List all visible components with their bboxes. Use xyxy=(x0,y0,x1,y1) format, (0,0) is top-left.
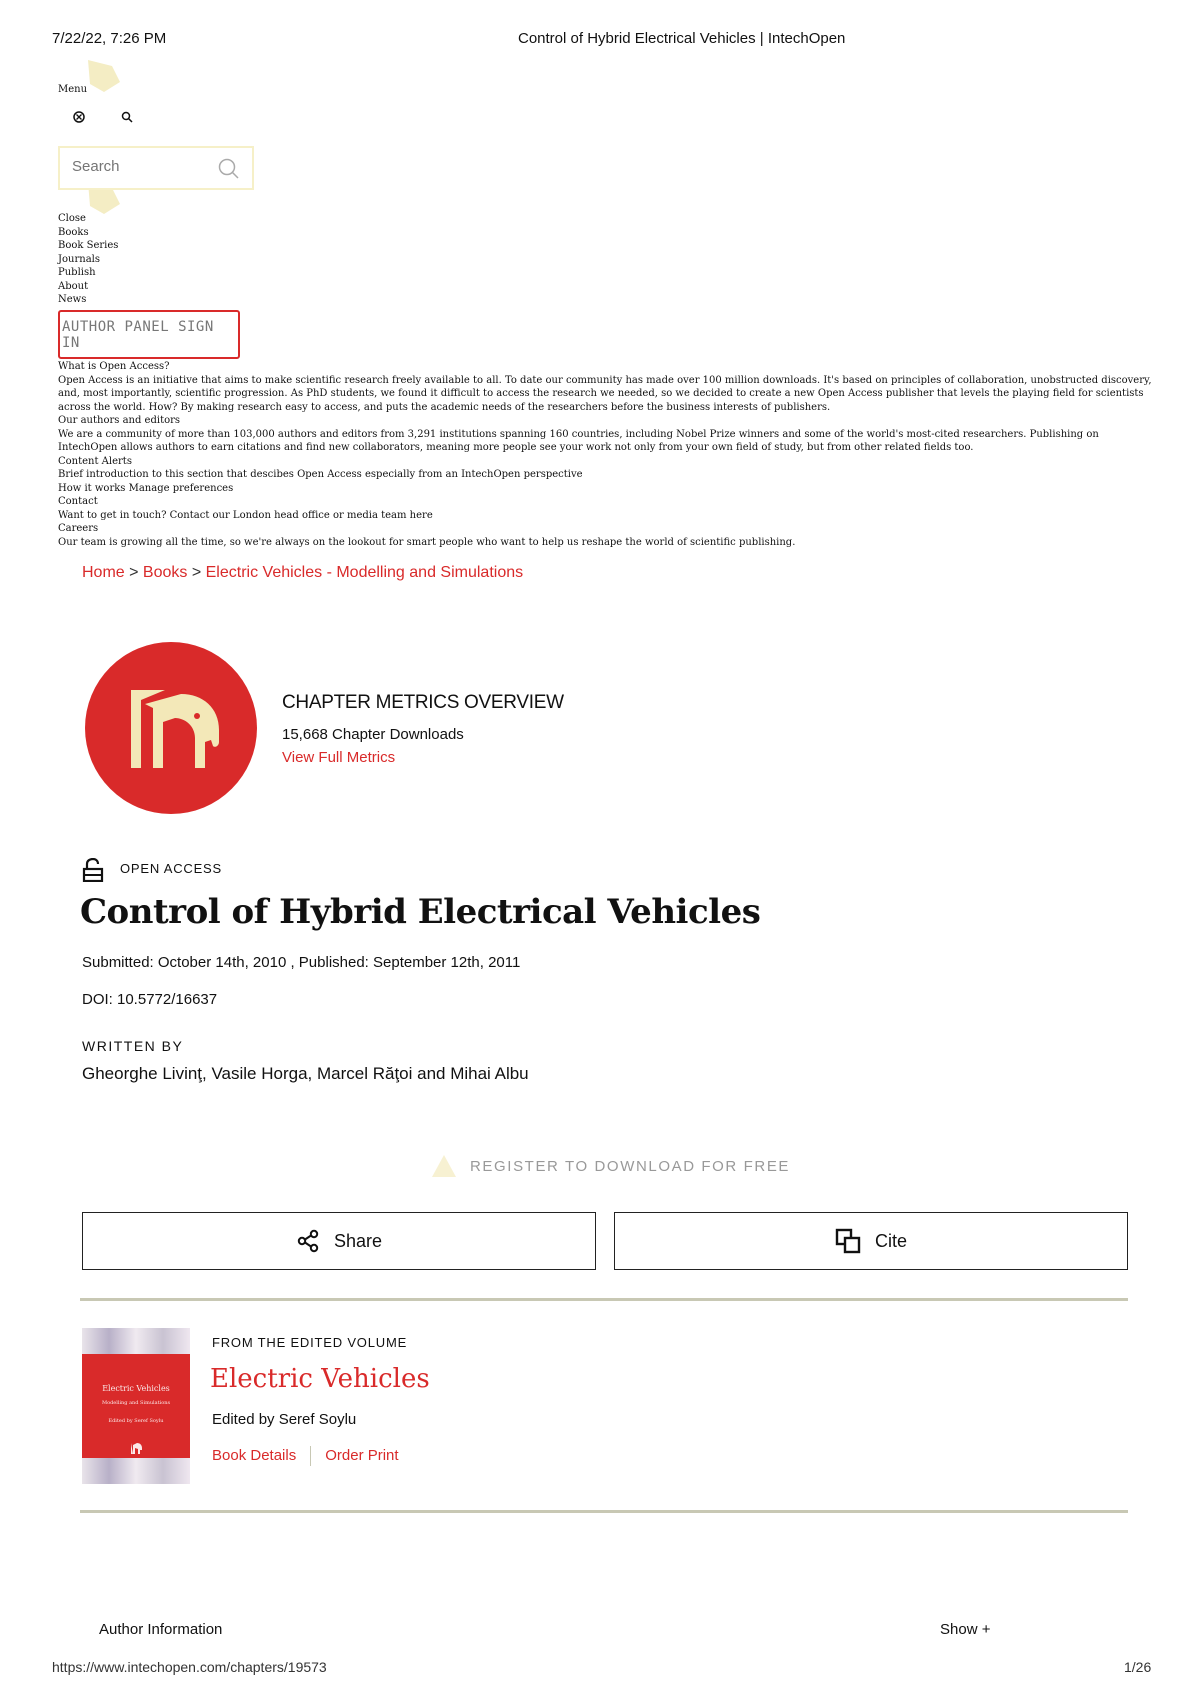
book-cover-image[interactable] xyxy=(82,1328,190,1484)
search-field[interactable] xyxy=(58,146,254,190)
book-title[interactable]: Electric Vehicles xyxy=(210,1364,430,1394)
info-heading[interactable]: Content Alerts xyxy=(58,455,132,467)
share-button[interactable] xyxy=(82,1212,596,1270)
print-datetime: 7/22/22, 7:26 PM xyxy=(52,30,167,47)
nav-journals[interactable]: Journals xyxy=(58,253,100,265)
cite-icon xyxy=(835,1228,861,1254)
divider xyxy=(80,1298,1128,1301)
cite-button[interactable] xyxy=(614,1212,1128,1270)
share-icon xyxy=(296,1229,320,1253)
nav-links xyxy=(58,212,118,307)
info-block xyxy=(58,360,1158,549)
doi: DOI: 10.5772/16637 xyxy=(82,991,218,1008)
share-label: Share xyxy=(333,1230,383,1251)
cover-subtitle: Modelling and Simulations xyxy=(101,1400,171,1406)
cover-title: Electric Vehicles xyxy=(102,1384,170,1393)
register-to-download-button[interactable]: REGISTER TO DOWNLOAD FOR FREE xyxy=(470,1158,791,1175)
print-page-title: Control of Hybrid Electrical Vehicles | IntechOpen xyxy=(518,30,846,47)
info-link[interactable]: How it works Manage preferences xyxy=(58,482,234,494)
open-access-label: OPEN ACCESS xyxy=(120,861,222,876)
link-separator xyxy=(310,1446,311,1466)
breadcrumb-separator: > xyxy=(124,564,143,581)
search-input[interactable] xyxy=(70,157,214,176)
cite-label: Cite xyxy=(874,1230,907,1251)
breadcrumb xyxy=(82,564,523,582)
nav-news[interactable]: News xyxy=(58,294,87,305)
author-information-toggle[interactable]: Show + xyxy=(940,1621,991,1638)
open-lock-icon xyxy=(82,858,104,882)
info-paragraph: Open Access is an initiative that aims to make scientific research freely available to all. To date our community has made over 100 million downloads. It's based on principles of collaboration, unobstructed discovery, and, most importantly, scientific progression. As PhD students, we found it difficult to access the research we needed, so we decided to create a new Open Access publisher that levels the playing field for scientists across the world. How? By making research easy to access, and puts the academic needs of the researchers before the business interests of publishers. xyxy=(58,374,1152,413)
info-paragraph: Want to get in touch? Contact our London head office or media team here xyxy=(58,509,433,521)
author-panel-sign-in-button[interactable]: AUTHOR PANEL SIGN IN xyxy=(58,310,240,359)
metrics-heading: CHAPTER METRICS OVERVIEW xyxy=(282,692,564,713)
cover-photo-band xyxy=(82,1458,190,1484)
nav-close[interactable]: Close xyxy=(58,213,86,224)
order-print-link[interactable]: Order Print xyxy=(325,1446,399,1464)
search-icon[interactable] xyxy=(218,158,240,180)
chapter-title: Control of Hybrid Electrical Vehicles xyxy=(80,892,761,932)
written-by-label: WRITTEN BY xyxy=(82,1038,184,1054)
nav-about[interactable]: About xyxy=(58,280,89,292)
book-links xyxy=(212,1446,399,1466)
submission-dates: Submitted: October 14th, 2010 , Published: September 12th, 2011 xyxy=(82,954,521,971)
divider xyxy=(80,1510,1128,1513)
close-icon[interactable] xyxy=(73,111,87,125)
intechopen-logo-icon xyxy=(85,642,257,814)
cover-logo-icon xyxy=(128,1440,144,1456)
info-paragraph: We are a community of more than 103,000 authors and editors from 3,291 institutions spanning 160 countries, including Nobel Prize winners and some of the world's most-cited researchers. Publishing on IntechOpen allows authors to earn citations and find new collaborators, meaning more people see your work not only from your own field of study, but from other related fields too. xyxy=(58,428,1099,453)
breadcrumb-separator: > xyxy=(187,564,206,581)
highlight-mark-icon xyxy=(84,56,124,96)
nav-books[interactable]: Books xyxy=(58,226,89,238)
chapter-authors[interactable]: Gheorghe Livinţ, Vasile Horga, Marcel Răţoi and Mihai Albu xyxy=(82,1064,529,1083)
header-icons xyxy=(73,110,165,128)
from-edited-volume-label: FROM THE EDITED VOLUME xyxy=(212,1335,408,1350)
breadcrumb-current[interactable]: Electric Vehicles - Modelling and Simulations xyxy=(205,564,524,581)
info-paragraph: Our team is growing all the time, so we're always on the lookout for smart people who want to help us reshape the world of scientific publishing. xyxy=(58,536,796,548)
info-heading: Our authors and editors xyxy=(58,415,181,426)
view-full-metrics-link[interactable]: View Full Metrics xyxy=(282,749,396,766)
search-icon[interactable] xyxy=(121,111,135,125)
cover-photo-band xyxy=(82,1328,190,1354)
info-heading[interactable]: Contact xyxy=(58,496,98,507)
menu-button[interactable]: Menu xyxy=(58,84,88,95)
info-heading: What is Open Access? xyxy=(58,361,170,372)
info-paragraph: Brief introduction to this section that descibes Open Access especially from an IntechOpen perspective xyxy=(58,469,583,480)
book-editor: Edited by Seref Soylu xyxy=(212,1411,357,1428)
nav-book-series[interactable]: Book Series xyxy=(58,240,119,251)
cover-editor: Edited by Seref Soylu xyxy=(108,1418,164,1424)
info-heading[interactable]: Careers xyxy=(58,523,99,534)
breadcrumb-home[interactable]: Home xyxy=(82,564,125,581)
print-footer-url: https://www.intechopen.com/chapters/19573 xyxy=(52,1659,327,1675)
print-header xyxy=(52,30,1148,52)
book-details-link[interactable]: Book Details xyxy=(212,1446,297,1464)
print-page-number: 1/26 xyxy=(1124,1659,1152,1675)
warning-icon xyxy=(430,1153,458,1179)
chapter-downloads: 15,668 Chapter Downloads xyxy=(282,726,464,743)
nav-publish[interactable]: Publish xyxy=(58,267,96,278)
breadcrumb-books[interactable]: Books xyxy=(142,564,188,581)
author-information-heading: Author Information xyxy=(99,1621,223,1638)
chapter-metrics xyxy=(282,692,564,766)
